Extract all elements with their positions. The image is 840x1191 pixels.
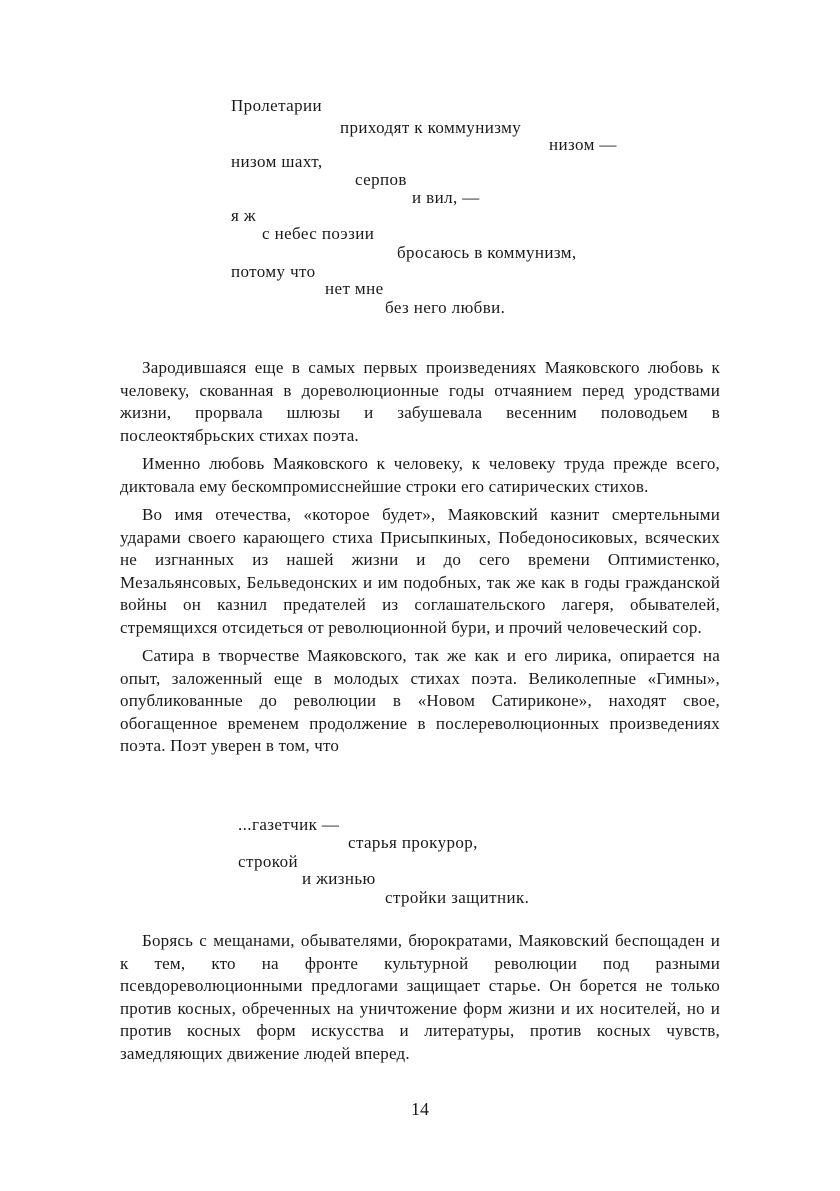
poem-line: низом — [549, 135, 617, 154]
prose-block-1 [120, 357, 720, 758]
poem-line: с небес поэзии [262, 224, 375, 243]
poem-line: стройки защитник. [385, 888, 530, 907]
poem-line: строкой [238, 852, 298, 871]
prose-block-2 [120, 930, 720, 1065]
paragraph: Сатира в творчестве Маяковского, так же как и его лирика, опирается на опыт, заложенный еще в молодых стихах поэта. Великолепные «Гимны», опубликованные до революции в «Новом Сатириконе», находят свое, обогащенное временем продолжение в послереволюционных произведениях поэта. Поэт уверен в том, что [120, 646, 720, 755]
poem-line: бросаюсь в коммунизм, [397, 243, 577, 262]
poem-line: и жизнью [302, 869, 376, 888]
poem-line: без него любви. [385, 298, 506, 317]
paragraph: Именно любовь Маяковского к человеку, к человеку труда прежде всего, диктовала ему бескомпромисснейшие строки его сатирических стихов. [120, 454, 720, 496]
paragraph: Борясь с мещанами, обывателями, бюрократами, Маяковский беспощаден и к тем, кто на фронте культурной революции под разными псевдореволюционными предлогами защищает старье. Он борется не только против косных, обреченных на уничтожение форм жизни и их носителей, но и против косных форм искусства и литературы, против косных чувств, замедляющих движение людей вперед. [120, 931, 720, 1063]
paragraph: Во имя отечества, «которое будет», Маяковский казнит смертельными ударами своего карающего стиха Присыпкиных, Победоносиковых, всяческих не изгнанных из нашей жизни и до сего времени Оптимистенко, Мезальянсовых, Бельведонских и им подобных, так же как в годы гражданской войны он казнил предателей из соглашательского лагеря, обывателей, стремящихся отсидеться от революционной бури, и прочий человеческий сор. [120, 505, 720, 637]
poem-line: старья прокурор, [348, 833, 478, 852]
poem-line: Пролетарии [231, 96, 322, 115]
poem-line: ...газетчик — [238, 815, 340, 834]
poem-line: потому что [231, 262, 316, 281]
poem-line: приходят к коммунизму [340, 118, 522, 137]
page-number: 14 [411, 1099, 429, 1119]
poem-line: и вил, — [412, 188, 480, 207]
poem-line: серпов [355, 170, 407, 189]
poem-line: низом шахт, [231, 152, 323, 171]
poem-line: нет мне [325, 279, 384, 298]
paragraph: Зародившаяся еще в самых первых произведениях Маяковского любовь к человеку, скованная в дореволюционные годы отчаянием перед уродствами жизни, прорвала шлюзы и забушевала весенним половодьем в послеоктябрьских стихах поэта. [120, 358, 720, 445]
poem-line: я ж [231, 206, 257, 225]
